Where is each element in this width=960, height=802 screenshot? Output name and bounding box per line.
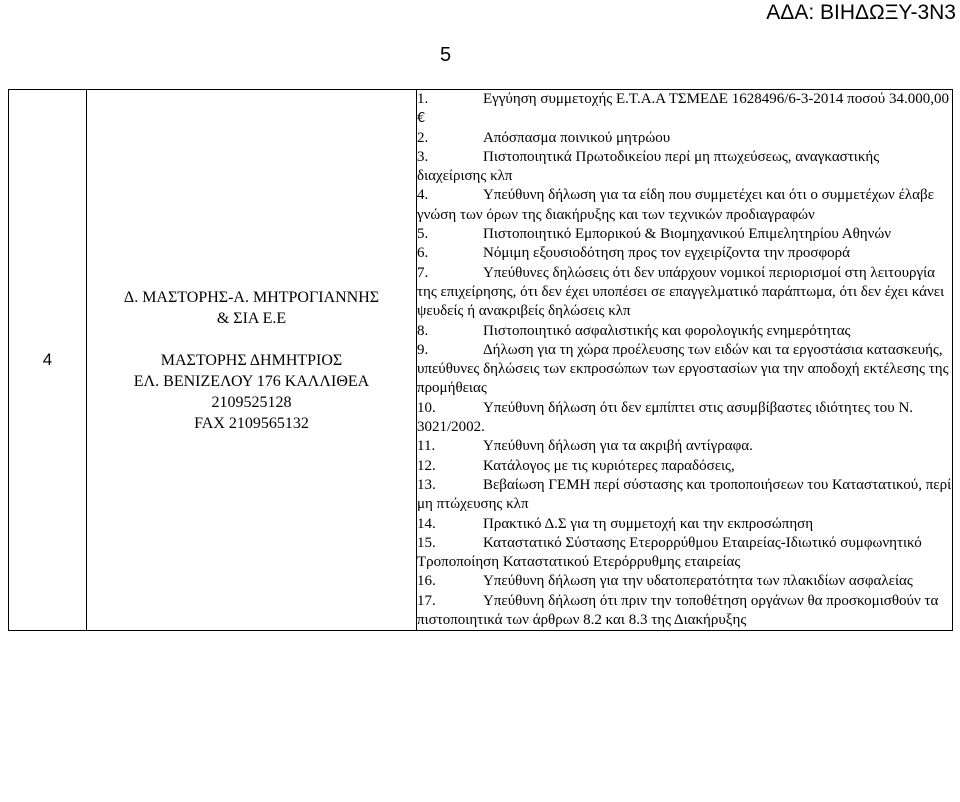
contractor-cell: [87, 90, 417, 631]
document-item: 13. Βεβαίωση ΓΕΜΗ περί σύστασης και τροποποιήσεων του Καταστατικού, περί μη πτώχευσης κλπ: [417, 476, 952, 513]
documents-cell: [417, 90, 953, 631]
document-item: 7. Υπεύθυνες δηλώσεις ότι δεν υπάρχουν νομικοί περιορισμοί στη λειτουργία της επιχείρησης, ότι δεν έχει υποπέσει σε επαγγελματικό παράπτωμα, ότι δεν έχει κάνει ψευδείς ή ανακριβείς δηλώσεις κλπ: [417, 264, 945, 320]
document-item: 3. Πιστοποιητικά Πρωτοδικείου περί μη πτωχεύσεως, αναγκαστικής διαχείρισης κλπ: [417, 148, 880, 185]
document-item: 2. Απόσπασμα ποινικού μητρώου: [417, 129, 671, 146]
euro-sign: €: [417, 111, 426, 127]
contractor-phone: 2109525128: [211, 393, 292, 411]
contractor-representative: ΜΑΣΤΟΡΗΣ ΔΗΜΗΤΡΙΟΣ: [160, 351, 343, 369]
document-item: 14. Πρακτικό Δ.Σ για τη συμμετοχή και την εκπροσώπηση: [417, 515, 814, 532]
document-item: 8. Πιστοποιητικό ασφαλιστικής και φορολογικής ενημερότητας: [417, 322, 851, 339]
document-item: 11. Υπεύθυνη δήλωση για τα ακριβή αντίγραφα.: [417, 438, 753, 455]
contractor-name-suffix: & ΣΙΑ Ε.Ε: [216, 309, 287, 327]
contractor-fax: FAX 2109565132: [194, 414, 309, 432]
document-item: 17. Υπεύθυνη δήλωση ότι πριν την τοποθέτηση οργάνων θα προσκομισθούν τα πιστοποιητικά των άρθρων 8.2 και 8.3 της Διακήρυξης: [417, 592, 939, 629]
offers-table: [8, 89, 953, 631]
document-item: 15. Καταστατικό Σύστασης Ετερορρύθμου Εταιρείας-Ιδιωτικό συμφωνητικό Τροποποίηση Καταστατικού Ετερόρρυθμης εταιρείας: [417, 534, 922, 571]
table-row: [9, 90, 953, 631]
document-item: 10. Υπεύθυνη δήλωση ότι δεν εμπίπτει στις ασυμβίβαστες ιδιότητες του Ν. 3021/2002.: [417, 399, 914, 436]
ada-code: ΑΔΑ: ΒΙΗΔΩΞΥ-3Ν3: [766, 1, 956, 24]
document-item: 6. Νόμιμη εξουσιοδότηση προς τον εγχειρίζοντα την προσφορά: [417, 245, 851, 262]
document-item: 12. Κατάλογος με τις κυριότερες παραδόσεις,: [417, 457, 735, 474]
page-number: 5: [440, 44, 452, 66]
row-number: 4: [9, 90, 87, 631]
document-item: 9. Δήλωση για τη χώρα προέλευσης των ειδών και τα εργοστάσια κατασκευής, υπεύθυνες δηλώσεις των εκπροσώπων των εργοστασίων για την αποδοχή εκτέλεσης της προμήθειας: [417, 341, 949, 397]
contractor-address: ΕΛ. ΒΕΝΙΖΕΛΟΥ 176 ΚΑΛΛΙΘΕΑ: [133, 372, 370, 390]
document-item: 16. Υπεύθυνη δήλωση για την υδατοπερατότητα των πλακιδίων ασφαλείας: [417, 573, 913, 590]
document-item: 1. Εγγύηση συμμετοχής Ε.Τ.Α.Α ΤΣΜΕΔΕ 1628496/6-3-2014 ποσού 34.000,00 €: [417, 91, 949, 127]
contractor-spacer: [87, 329, 416, 350]
document-item: 4. Υπεύθυνη δήλωση για τα είδη που συμμετέχει και ότι ο συμμετέχων έλαβε γνώση των όρων της διακήρυξης και των τεχνικών προδιαγραφών: [417, 187, 934, 223]
document-item: 5. Πιστοποιητικό Εμπορικού & Βιομηχανικού Επιμελητηρίου Αθηνών: [417, 226, 892, 243]
contractor-name: Δ. ΜΑΣΤΟΡΗΣ-Α. ΜΗΤΡΟΓΙΑΝΝΗΣ: [123, 288, 380, 306]
